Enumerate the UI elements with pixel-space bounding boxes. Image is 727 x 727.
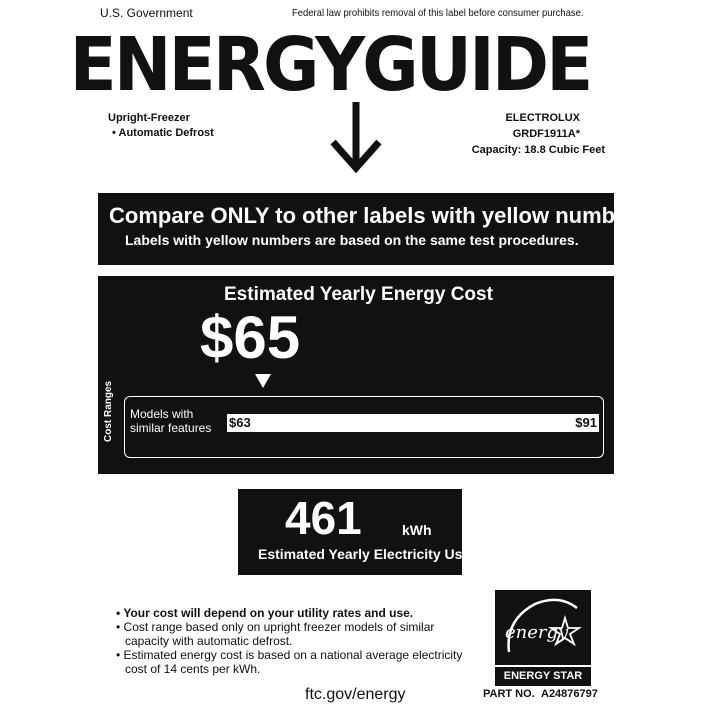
part-label: PART NO. — [483, 688, 535, 700]
electricity-use-value: 461 — [285, 492, 362, 544]
legal-notice: Federal law prohibits removal of this label before consumer purchase. — [292, 7, 584, 19]
energy-star-label: ENERGY STAR — [503, 670, 583, 682]
note-item: • Cost range based only on upright freezer models of similar capacity with automatic defrost. — [116, 620, 435, 648]
yearly-cost-value: $65 — [200, 304, 301, 371]
electricity-use-label: Estimated Yearly Electricity Use — [258, 546, 471, 562]
product-type: Upright-Freezer — [108, 112, 190, 124]
down-arrow-icon — [328, 100, 384, 179]
ftc-link[interactable]: ftc.gov/energy — [305, 686, 406, 703]
note-item: • Estimated energy cost is based on a national average electricity cost of 14 cents per kWh. — [116, 648, 463, 676]
energyguide-title: ENERGYGUIDE — [69, 22, 591, 108]
cost-range-high: $91 — [575, 415, 597, 430]
yearly-cost-title: Estimated Yearly Energy Cost — [224, 284, 493, 305]
energy-star-script: energy — [505, 622, 569, 643]
cost-marker-icon — [255, 374, 271, 393]
note-item: • Your cost will depend on your utility rates and use. — [116, 606, 414, 620]
issuer-label: U.S. Government — [100, 6, 193, 20]
cost-range-label: Models with similar features — [130, 407, 212, 436]
part-number: A24876797 — [541, 688, 598, 700]
compare-headline: Compare ONLY to other labels with yellow numbers. — [109, 203, 655, 228]
cost-ranges-label: Cost Ranges — [103, 380, 114, 442]
energyguide-title-block — [69, 22, 591, 108]
cost-range-bar — [227, 414, 599, 432]
product-feature: • Automatic Defrost — [112, 127, 214, 139]
cost-range-low: $63 — [229, 415, 251, 430]
manufacturer: ELECTROLUX — [505, 112, 580, 124]
compare-subline: Labels with yellow numbers are based on the same test procedures. — [125, 232, 579, 248]
model-number: GRDF1911A* — [512, 128, 580, 140]
notes-list — [116, 606, 476, 676]
electricity-use-unit: kWh — [402, 522, 432, 538]
capacity: Capacity: 18.8 Cubic Feet — [471, 144, 605, 156]
